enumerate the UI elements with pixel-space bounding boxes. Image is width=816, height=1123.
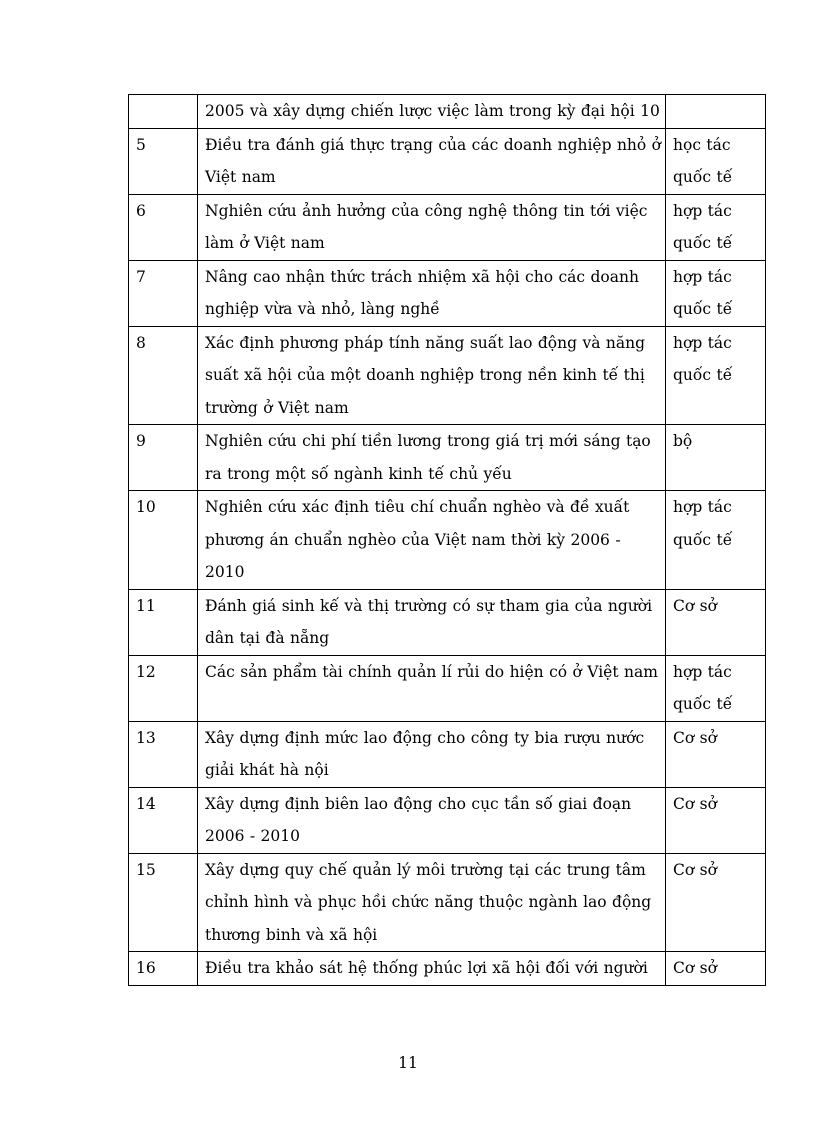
row-number: 11 bbox=[129, 589, 198, 655]
row-level: Cơ sở bbox=[666, 952, 766, 986]
table-row bbox=[129, 952, 766, 986]
row-number: 10 bbox=[129, 491, 198, 590]
row-title: Đánh giá sinh kế và thị trường có sự tham gia của người dân tại đà nẵng bbox=[198, 589, 666, 655]
row-level bbox=[666, 95, 766, 129]
page-number: 11 bbox=[398, 1054, 418, 1072]
row-level: Cơ sở bbox=[666, 721, 766, 787]
row-number bbox=[129, 95, 198, 129]
row-level: Cơ sở bbox=[666, 853, 766, 952]
table-row bbox=[129, 589, 766, 655]
row-number: 12 bbox=[129, 655, 198, 721]
table-row bbox=[129, 787, 766, 853]
row-level: Cơ sở bbox=[666, 589, 766, 655]
row-level: hợp tác quốc tế bbox=[666, 194, 766, 260]
table-row bbox=[129, 491, 766, 590]
row-number: 14 bbox=[129, 787, 198, 853]
row-title: Nghiên cứu chi phí tiền lương trong giá trị mới sáng tạo ra trong một số ngành kinh tế chủ yếu bbox=[198, 425, 666, 491]
table-row bbox=[129, 425, 766, 491]
row-number: 5 bbox=[129, 128, 198, 194]
row-title: Nâng cao nhận thức trách nhiệm xã hội cho các doanh nghiệp vừa và nhỏ, làng nghề bbox=[198, 260, 666, 326]
row-level: hợp tác quốc tế bbox=[666, 655, 766, 721]
table-row bbox=[129, 326, 766, 425]
row-number: 6 bbox=[129, 194, 198, 260]
row-title: Điều tra khảo sát hệ thống phúc lợi xã hội đối với người bbox=[198, 952, 666, 986]
table-row bbox=[129, 260, 766, 326]
row-title: Xây dựng định mức lao động cho công ty bia rượu nước giải khát hà nội bbox=[198, 721, 666, 787]
table-row bbox=[129, 95, 766, 129]
row-level: hợp tác quốc tế bbox=[666, 491, 766, 590]
row-title: Nghiên cứu xác định tiêu chí chuẩn nghèo và đề xuất phương án chuẩn nghèo của Việt nam thời kỳ 2006 - 2010 bbox=[198, 491, 666, 590]
table-row bbox=[129, 655, 766, 721]
row-level: hợp tác quốc tế bbox=[666, 260, 766, 326]
row-level: bộ bbox=[666, 425, 766, 491]
row-title: Xây dựng quy chế quản lý môi trường tại các trung tâm chỉnh hình và phục hồi chức năng thuộc ngành lao động thương binh và xã hội bbox=[198, 853, 666, 952]
row-number: 7 bbox=[129, 260, 198, 326]
table-row bbox=[129, 128, 766, 194]
row-title: Nghiên cứu ảnh hưởng của công nghệ thông tin tới việc làm ở Việt nam bbox=[198, 194, 666, 260]
row-title: Các sản phẩm tài chính quản lí rủi do hiện có ở Việt nam bbox=[198, 655, 666, 721]
row-number: 9 bbox=[129, 425, 198, 491]
table-row bbox=[129, 194, 766, 260]
row-level: hợp tác quốc tế bbox=[666, 326, 766, 425]
row-title: Xác định phương pháp tính năng suất lao động và năng suất xã hội của một doanh nghiệp trong nền kinh tế thị trường ở Việt nam bbox=[198, 326, 666, 425]
row-number: 8 bbox=[129, 326, 198, 425]
research-topics-table bbox=[128, 94, 766, 986]
row-number: 16 bbox=[129, 952, 198, 986]
row-level: học tác quốc tế bbox=[666, 128, 766, 194]
row-number: 15 bbox=[129, 853, 198, 952]
row-level: Cơ sở bbox=[666, 787, 766, 853]
table-row bbox=[129, 853, 766, 952]
row-title: 2005 và xây dựng chiến lược việc làm trong kỳ đại hội 10 bbox=[198, 95, 666, 129]
table-row bbox=[129, 721, 766, 787]
row-title: Xây dựng định biên lao động cho cục tần số giai đoạn 2006 - 2010 bbox=[198, 787, 666, 853]
row-title: Điều tra đánh giá thực trạng của các doanh nghiệp nhỏ ở Việt nam bbox=[198, 128, 666, 194]
row-number: 13 bbox=[129, 721, 198, 787]
